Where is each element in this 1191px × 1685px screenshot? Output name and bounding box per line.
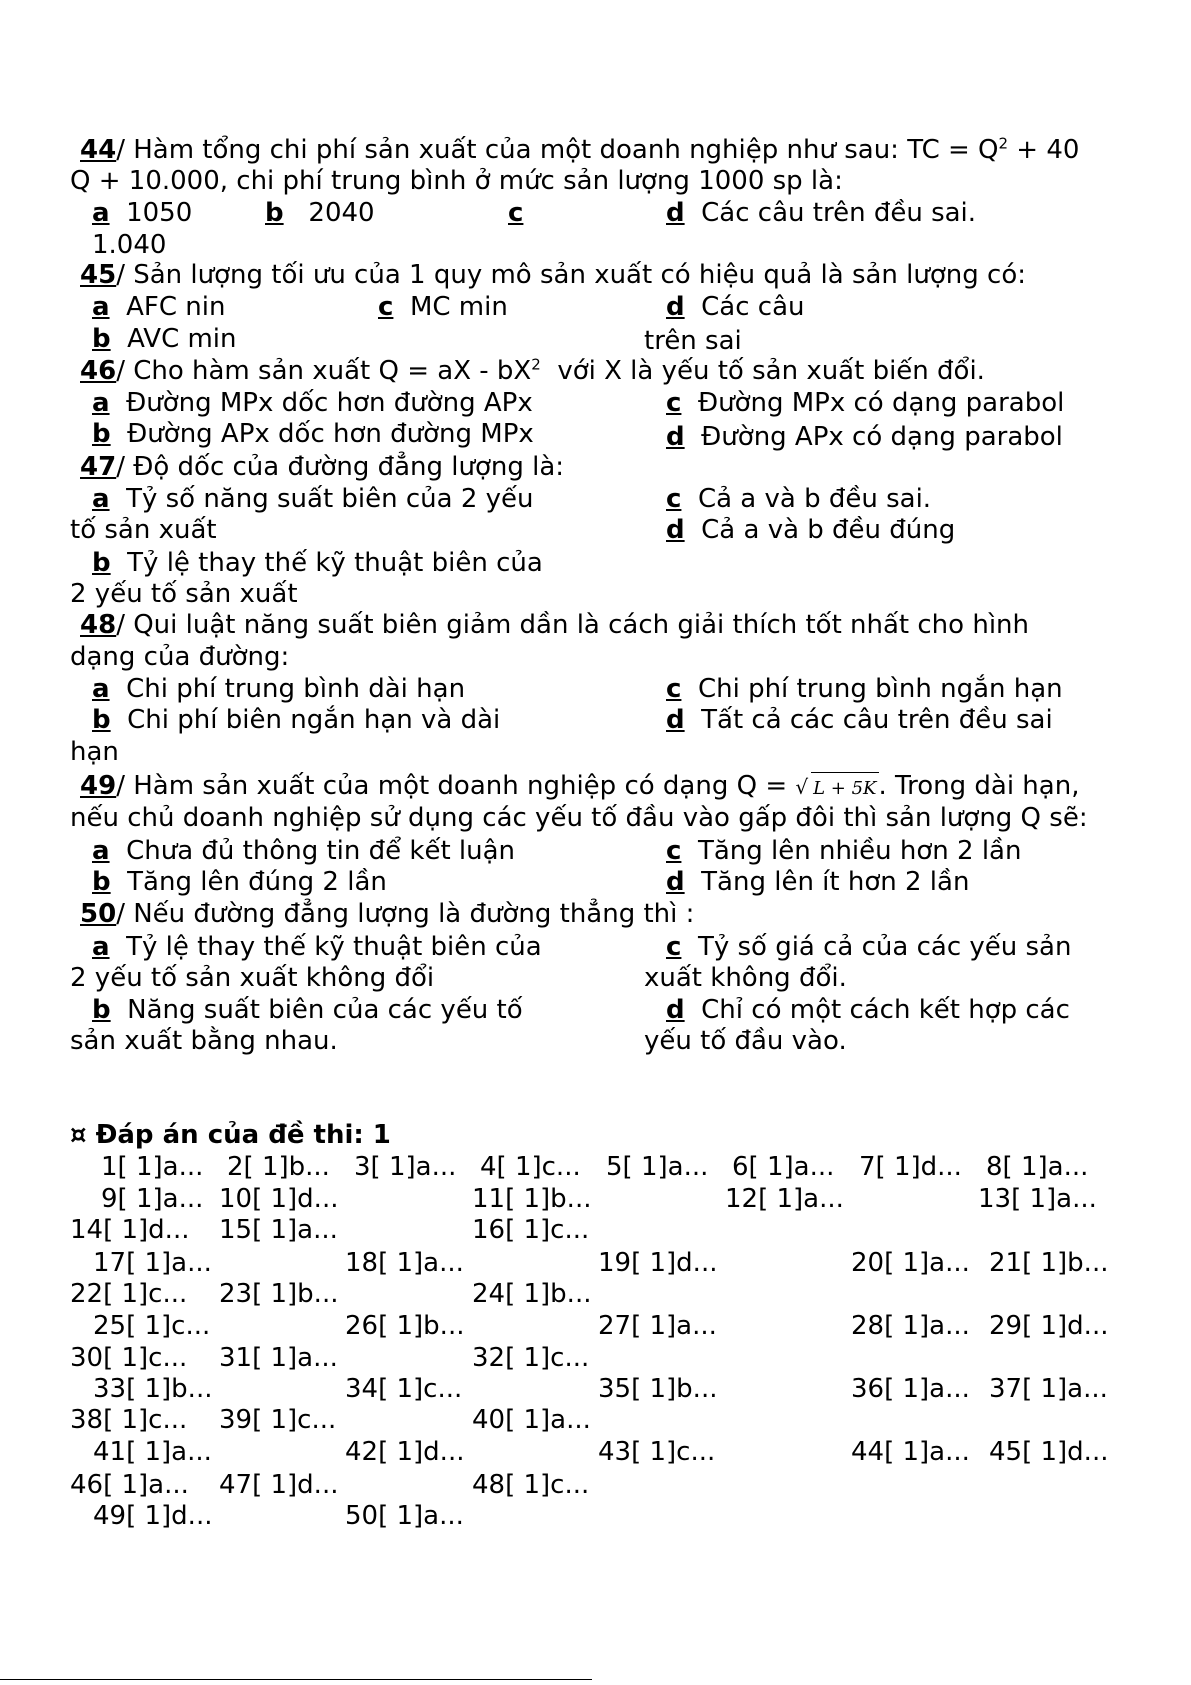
option-b[interactable] (92, 418, 534, 450)
option-text: Tăng lên đúng 2 lần (127, 867, 387, 897)
option-b[interactable] (92, 994, 523, 1026)
option-text: 1050 (126, 198, 193, 228)
option-letter: a (92, 198, 110, 228)
question-text: / Độ dốc của đường đẳng lượng là: (116, 452, 565, 482)
question-50 (80, 898, 694, 930)
option-d[interactable] (666, 421, 1063, 453)
option-letter: c (666, 836, 682, 866)
answer-item: 30[ 1]c... (70, 1343, 188, 1373)
option-text: Chưa đủ thông tin để kết luận (126, 836, 516, 866)
answer-item: 15[ 1]a... (219, 1215, 338, 1245)
question-text: / Qui luật năng suất biên giảm dần là cách giải thích tốt nhất cho hình (116, 610, 1029, 640)
option-text: Tỷ số giá cả của các yếu sản (697, 932, 1072, 962)
option-letter: a (92, 932, 110, 962)
option-a-cont: 2 yếu tố sản xuất không đổi (70, 963, 435, 993)
option-text: Đường APx dốc hơn đường MPx (127, 419, 534, 449)
answer-item: 25[ 1]c... (93, 1311, 211, 1341)
option-text: Chi phí biên ngắn hạn và dài (127, 705, 501, 735)
sqrt-icon: √ (795, 775, 809, 799)
option-letter: b (92, 548, 111, 578)
answer-item: 8[ 1]a... (986, 1152, 1089, 1182)
question-46 (80, 355, 985, 387)
answer-item: 31[ 1]a... (219, 1343, 338, 1373)
option-a[interactable] (92, 291, 225, 323)
option-text: Chi phí trung bình dài hạn (126, 674, 466, 704)
answer-item: 32[ 1]c... (472, 1343, 590, 1373)
question-number: 44 (80, 135, 117, 165)
answer-item: 36[ 1]a... (851, 1374, 970, 1404)
option-c[interactable] (666, 931, 1071, 963)
answer-item: 18[ 1]a... (345, 1248, 464, 1278)
option-c-value: 1.040 (92, 230, 167, 260)
answer-item: 5[ 1]a... (606, 1152, 709, 1182)
option-letter: d (666, 292, 685, 322)
answer-item: 17[ 1]a... (93, 1248, 212, 1278)
question-number: 47 (80, 452, 117, 482)
option-text: Tất cả các câu trên đều sai (701, 705, 1053, 735)
option-text: Tỷ lệ thay thế kỹ thuật biên của (126, 932, 542, 962)
option-b-cont: hạn (70, 737, 119, 767)
option-c[interactable] (666, 483, 931, 515)
option-letter: d (666, 515, 685, 545)
option-text: Cả a và b đều sai. (697, 484, 932, 514)
exponent: 2 (998, 134, 1009, 153)
answer-item: 2[ 1]b... (227, 1152, 330, 1182)
option-d-cont: trên sai (644, 326, 742, 356)
option-a[interactable] (92, 483, 534, 515)
option-b[interactable] (92, 547, 543, 579)
answer-item: 47[ 1]d... (219, 1470, 339, 1500)
question-49 (80, 770, 1079, 805)
question-number: 49 (80, 771, 117, 801)
option-letter: a (92, 674, 110, 704)
option-c[interactable] (666, 835, 1021, 867)
question-number: 45 (80, 260, 117, 290)
option-letter: b (92, 867, 111, 897)
option-c-cont: xuất không đổi. (644, 963, 847, 993)
answer-item: 49[ 1]d... (93, 1501, 213, 1531)
option-text: Đường MPx có dạng parabol (697, 388, 1065, 418)
option-letter: c (378, 292, 394, 322)
option-text: Tăng lên ít hơn 2 lần (701, 867, 970, 897)
option-letter: d (666, 422, 685, 452)
option-d[interactable] (666, 704, 1053, 736)
answer-item: 19[ 1]d... (598, 1248, 718, 1278)
option-a[interactable] (92, 835, 515, 867)
answer-item: 6[ 1]a... (732, 1152, 835, 1182)
answer-item: 11[ 1]b... (472, 1184, 592, 1214)
option-a[interactable] (92, 387, 533, 419)
question-48 (80, 609, 1029, 641)
option-text: Tỷ lệ thay thế kỹ thuật biên của (127, 548, 543, 578)
option-text: 2040 (308, 198, 375, 228)
option-c[interactable] (378, 291, 508, 323)
answer-item: 3[ 1]a... (354, 1152, 457, 1182)
question-text: / Nếu đường đẳng lượng là đường thẳng thì : (116, 899, 695, 929)
option-letter: c (666, 388, 682, 418)
answer-item: 13[ 1]a... (978, 1184, 1097, 1214)
option-letter: d (666, 867, 685, 897)
sqrt-expression: L + 5K (811, 772, 878, 805)
answer-item: 48[ 1]c... (472, 1470, 590, 1500)
question-number: 46 (80, 356, 117, 386)
option-letter: d (666, 705, 685, 735)
answer-item: 29[ 1]d... (989, 1311, 1109, 1341)
option-text: Các câu trên đều sai. (701, 198, 977, 228)
option-c[interactable] (666, 387, 1064, 419)
footer-rule (0, 1679, 592, 1680)
question-text: / Sản lượng tối ưu của 1 quy mô sản xuất có hiệu quả là sản lượng có: (116, 260, 1026, 290)
option-letter: a (92, 836, 110, 866)
answer-item: 38[ 1]c... (70, 1405, 188, 1435)
option-text: Chi phí trung bình ngắn hạn (697, 674, 1063, 704)
option-letter: d (666, 198, 685, 228)
option-b[interactable] (92, 866, 387, 898)
answer-item: 44[ 1]a... (851, 1437, 970, 1467)
option-d[interactable] (666, 514, 955, 546)
option-text: AVC min (127, 324, 237, 354)
exponent: 2 (531, 355, 541, 374)
option-text: Đường MPx dốc hơn đường APx (126, 388, 533, 418)
answer-item: 40[ 1]a... (472, 1405, 591, 1435)
question-45 (80, 259, 1026, 291)
option-d[interactable] (666, 291, 805, 323)
option-letter: a (92, 388, 110, 418)
answer-item: 24[ 1]b... (472, 1279, 592, 1309)
option-b-cont: sản xuất bằng nhau. (70, 1026, 338, 1056)
option-text: AFC nin (126, 292, 226, 322)
question-48-line2: dạng của đường: (70, 642, 290, 672)
option-text: Các câu (701, 292, 805, 322)
option-b[interactable] (92, 323, 237, 355)
answer-item: 43[ 1]c... (598, 1437, 716, 1467)
option-letter: d (666, 995, 685, 1025)
answer-item: 26[ 1]b... (345, 1311, 465, 1341)
option-letter: b (92, 324, 111, 354)
answer-item: 21[ 1]b... (989, 1248, 1109, 1278)
answer-item: 9[ 1]a... (101, 1184, 204, 1214)
question-number: 48 (80, 610, 117, 640)
option-letter: a (92, 484, 110, 514)
answer-item: 12[ 1]a... (725, 1184, 844, 1214)
option-a[interactable] (92, 197, 192, 229)
option-text: Năng suất biên của các yếu tố (127, 995, 523, 1025)
answer-item: 45[ 1]d... (989, 1437, 1109, 1467)
option-d[interactable] (666, 994, 1070, 1026)
answer-item: 27[ 1]a... (598, 1311, 717, 1341)
option-d[interactable] (666, 866, 969, 898)
option-text: Chỉ có một cách kết hợp các (701, 995, 1070, 1025)
answer-item: 7[ 1]d... (859, 1152, 962, 1182)
answer-item: 39[ 1]c... (219, 1405, 337, 1435)
option-letter: c (666, 932, 682, 962)
answer-item: 42[ 1]d... (345, 1437, 465, 1467)
question-49-line2: nếu chủ doanh nghiệp sử dụng các yếu tố đầu vào gấp đôi thì sản lượng Q sẽ: (70, 803, 1088, 833)
option-letter: b (265, 198, 284, 228)
question-text: / Hàm tổng chi phí sản xuất của một doanh nghiệp như sau: TC = Q (116, 135, 999, 165)
answer-item: 10[ 1]d... (219, 1184, 339, 1214)
option-c[interactable] (508, 197, 523, 229)
answer-item: 23[ 1]b... (219, 1279, 339, 1309)
question-number: 50 (80, 899, 117, 929)
option-c[interactable] (666, 673, 1063, 705)
option-letter: b (92, 705, 111, 735)
option-text: Tăng lên nhiều hơn 2 lần (697, 836, 1022, 866)
option-b[interactable] (265, 197, 375, 229)
answer-item: 50[ 1]a... (345, 1501, 464, 1531)
answer-item: 33[ 1]b... (93, 1374, 213, 1404)
question-47 (80, 451, 564, 483)
answer-item: 22[ 1]c... (70, 1279, 188, 1309)
option-letter: b (92, 995, 111, 1025)
answer-item: 20[ 1]a... (851, 1248, 970, 1278)
answer-item: 41[ 1]a... (93, 1437, 212, 1467)
answer-key-heading: ¤ Đáp án của đề thi: 1 (70, 1120, 391, 1150)
option-a-cont: tố sản xuất (70, 515, 217, 545)
answer-item: 46[ 1]a... (70, 1470, 189, 1500)
option-a[interactable] (92, 931, 542, 963)
answer-item: 34[ 1]c... (345, 1374, 463, 1404)
option-letter: c (666, 484, 682, 514)
option-letter: c (666, 674, 682, 704)
question-text: / Cho hàm sản xuất Q = aX - bX (116, 356, 532, 386)
answer-item: 4[ 1]c... (480, 1152, 581, 1182)
answer-item: 16[ 1]c... (472, 1215, 590, 1245)
option-text: Cả a và b đều đúng (701, 515, 956, 545)
question-text-end: . Trong dài hạn, (878, 771, 1080, 801)
option-b[interactable] (92, 704, 500, 736)
question-text-end: + 40 (1008, 135, 1080, 165)
answer-item: 28[ 1]a... (851, 1311, 970, 1341)
answer-item: 37[ 1]a... (989, 1374, 1108, 1404)
question-44 (80, 134, 1079, 166)
option-d[interactable] (666, 197, 976, 229)
question-text-end: với X là yếu tố sản xuất biến đổi. (540, 356, 985, 386)
option-a[interactable] (92, 673, 465, 705)
option-letter: a (92, 292, 110, 322)
option-text: MC min (409, 292, 508, 322)
answer-item: 35[ 1]b... (598, 1374, 718, 1404)
answer-item: 14[ 1]d... (70, 1215, 190, 1245)
option-b-cont: 2 yếu tố sản xuất (70, 579, 298, 609)
option-text: Tỷ số năng suất biên của 2 yếu (126, 484, 534, 514)
answer-item: 1[ 1]a... (101, 1152, 204, 1182)
option-text: Đường APx có dạng parabol (701, 422, 1063, 452)
option-letter: c (508, 198, 524, 228)
question-text: / Hàm sản xuất của một doanh nghiệp có dạng Q = (116, 771, 796, 801)
option-d-cont: yếu tố đầu vào. (644, 1026, 847, 1056)
question-44-line2: Q + 10.000, chi phí trung bình ở mức sản lượng 1000 sp là: (70, 166, 843, 196)
option-letter: b (92, 419, 111, 449)
